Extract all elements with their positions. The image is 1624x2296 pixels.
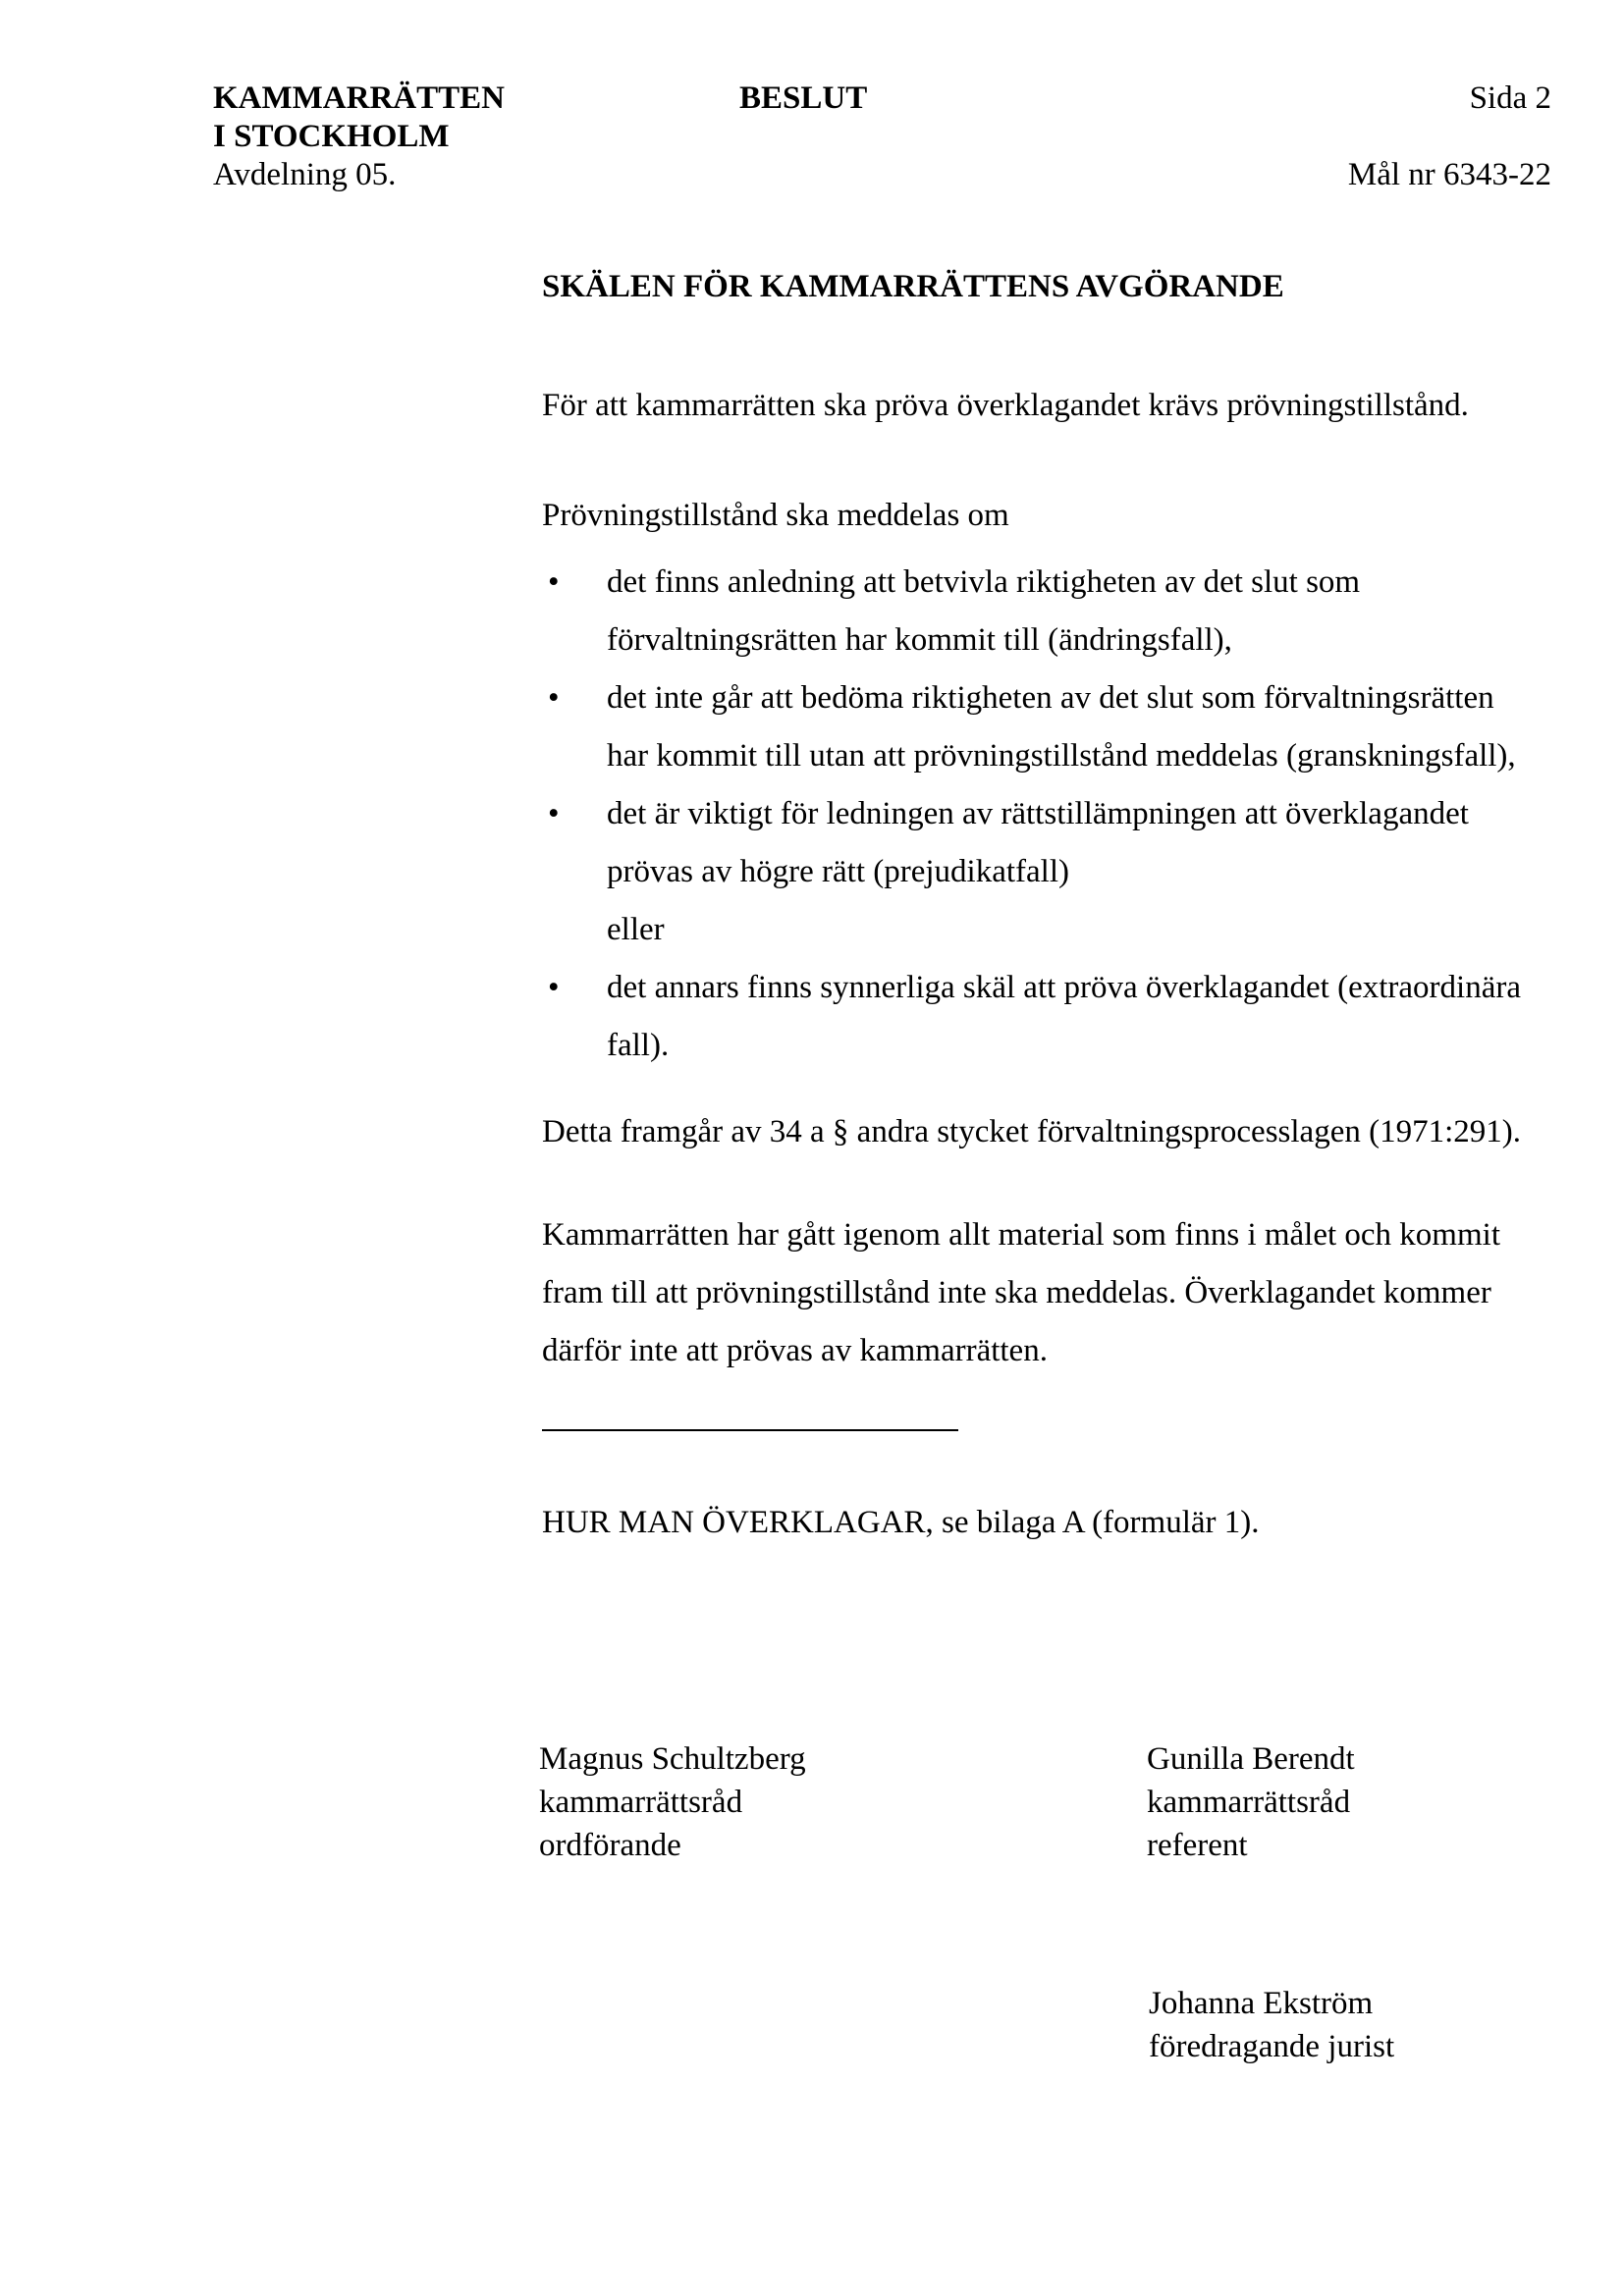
bullet-icon: •	[548, 680, 560, 716]
bullet-text-line: har kommit till utan att prövningstillstånd meddelas (granskningsfall),	[607, 738, 1516, 774]
document-type-label: BESLUT	[739, 80, 868, 116]
bullet-item-continuation	[542, 843, 1573, 901]
bullet-item-continuation	[542, 727, 1573, 785]
signer-name: Magnus Schultzberg	[539, 1741, 806, 1777]
appeal-info-paragraph: HUR MAN ÖVERKLAGAR, se bilaga A (formulär 1).	[542, 1505, 1260, 1540]
bullet-item	[542, 669, 1573, 727]
signature-judge-right	[1147, 1737, 1355, 1867]
court-header	[213, 80, 505, 194]
signer-role: föredragande jurist	[1149, 2029, 1395, 2064]
bullet-text-line: prövas av högre rätt (prejudikatfall)	[607, 854, 1069, 889]
conditions-bullet-list	[542, 554, 1573, 1075]
signer-role: kammarrättsråd	[1147, 1785, 1351, 1820]
statute-paragraph: Detta framgår av 34 a § andra stycket förvaltningsprocesslagen (1971:291).	[542, 1114, 1521, 1149]
bullet-item-continuation	[542, 1017, 1573, 1075]
bullet-item	[542, 959, 1573, 1017]
conclusion-line: fram till att prövningstillstånd inte ska meddelas. Överklagandet kommer	[542, 1275, 1491, 1310]
signer-role: ordförande	[539, 1828, 681, 1863]
conclusion-paragraph	[542, 1206, 1500, 1380]
bullet-text-line: det inte går att bedöma riktigheten av det slut som förvaltningsrätten	[607, 680, 1494, 716]
conditions-lead-paragraph: Prövningstillstånd ska meddelas om	[542, 498, 1009, 533]
signature-clerk	[1149, 1982, 1394, 2068]
section-title: SKÄLEN FÖR KAMMARRÄTTENS AVGÖRANDE	[542, 269, 1284, 304]
court-name-line1: KAMMARRÄTTEN	[213, 80, 505, 116]
bullet-text-line: det finns anledning att betvivla riktigheten av det slut som	[607, 564, 1361, 600]
page-number-label: Sida 2	[1469, 80, 1551, 116]
bullet-connector-word	[542, 901, 1573, 959]
signer-role: kammarrättsråd	[539, 1785, 743, 1820]
bullet-text-line: förvaltningsrätten har kommit till (ändringsfall),	[607, 622, 1232, 658]
bullet-icon: •	[548, 796, 560, 831]
case-number-label: Mål nr 6343-22	[1347, 157, 1551, 192]
bullet-text-line: eller	[607, 912, 665, 947]
signer-role: referent	[1147, 1828, 1248, 1863]
bullet-text-line: det är viktigt för ledningen av rättstillämpningen att överklagandet	[607, 796, 1469, 831]
signer-name: Gunilla Berendt	[1147, 1741, 1355, 1777]
conclusion-line: därför inte att prövas av kammarrätten.	[542, 1333, 1048, 1368]
court-division: Avdelning 05.	[213, 157, 397, 192]
bullet-item-continuation	[542, 612, 1573, 669]
bullet-icon: •	[548, 970, 560, 1005]
bullet-icon: •	[548, 564, 560, 600]
conclusion-line: Kammarrätten har gått igenom allt material som finns i målet och kommit	[542, 1217, 1500, 1253]
bullet-text-line: det annars finns synnerliga skäl att pröva överklagandet (extraordinära	[607, 970, 1521, 1005]
court-name-line2: I STOCKHOLM	[213, 119, 450, 154]
signature-divider-line	[542, 1429, 958, 1431]
bullet-text-line: fall).	[607, 1028, 670, 1063]
bullet-item	[542, 554, 1573, 612]
signer-name: Johanna Ekström	[1149, 1986, 1374, 2021]
intro-paragraph: För att kammarrätten ska pröva överklagandet krävs prövningstillstånd.	[542, 388, 1469, 423]
signature-judge-left	[539, 1737, 806, 1867]
bullet-item	[542, 785, 1573, 843]
